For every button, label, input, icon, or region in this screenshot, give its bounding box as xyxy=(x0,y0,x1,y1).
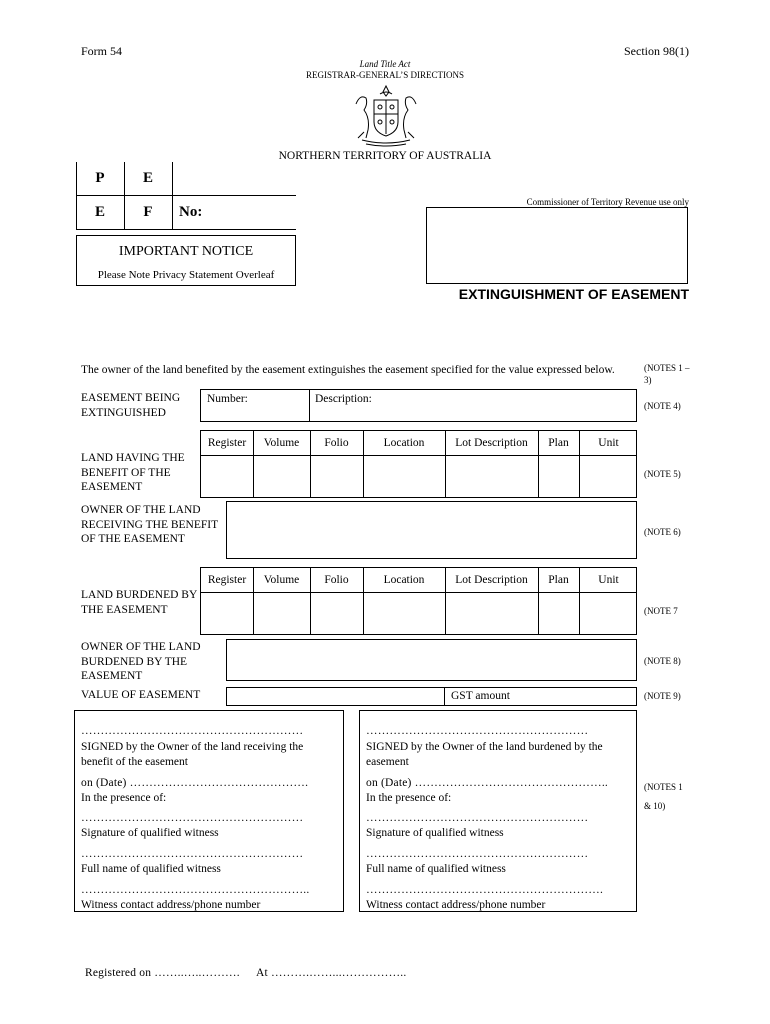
form-title: EXTINGUISHMENT OF EASEMENT xyxy=(458,286,689,302)
signature-line[interactable]: ………………………………………………… xyxy=(81,725,304,737)
coat-of-arms-icon xyxy=(344,82,428,148)
witness-signature-label: Signature of qualified witness xyxy=(81,827,219,839)
owner-receiving-label: OWNER OF THE LAND RECEIVING THE BENEFIT OF THE EASEMENT xyxy=(81,504,218,545)
header-unit: Unit xyxy=(598,574,619,586)
easement-box[interactable] xyxy=(200,389,637,422)
presence-text: In the presence of: xyxy=(81,792,167,804)
witness-name-label: Full name of qualified witness xyxy=(81,863,221,875)
registered-on-line[interactable]: Registered on ……..…..………. xyxy=(85,967,240,979)
header-plan: Plan xyxy=(548,574,569,586)
header-volume: Volume xyxy=(263,574,300,586)
gst-amount-label: GST amount xyxy=(451,690,510,702)
witness-address-line[interactable]: ……………………………………………………. xyxy=(366,884,604,896)
registered-at-line[interactable]: At ……….……...…………….. xyxy=(256,967,407,979)
land-benefit-note: (NOTE 5) xyxy=(644,469,681,479)
easement-description-label: Description: xyxy=(315,393,372,405)
intro-note: (NOTES 1 – 3) xyxy=(644,363,690,385)
witness-address-label: Witness contact address/phone number xyxy=(81,899,261,911)
easement-number-label: Number: xyxy=(207,393,248,405)
header-lot-description: Lot Description xyxy=(455,437,528,449)
revenue-label: Commissioner of Territory Revenue use only xyxy=(526,197,689,207)
header-folio: Folio xyxy=(324,437,349,449)
signing-note-b: & 10) xyxy=(644,801,666,811)
signing-box-right xyxy=(359,710,637,912)
header-plan: Plan xyxy=(548,437,569,449)
section-reference: Section 98(1) xyxy=(624,44,689,58)
witness-name-line[interactable]: ………………………………………………… xyxy=(366,848,589,860)
signing-note-a: (NOTES 1 xyxy=(644,782,683,792)
value-note: (NOTE 9) xyxy=(644,691,681,701)
owner-receiving-note: (NOTE 6) xyxy=(644,527,681,537)
header-lot-description: Lot Description xyxy=(455,574,528,586)
witness-address-line[interactable]: ………………………………………………….. xyxy=(81,884,310,896)
office-f: F xyxy=(143,204,153,220)
witness-signature-line[interactable]: ………………………………………………… xyxy=(366,812,589,824)
signing-box-left xyxy=(74,710,344,912)
office-no: No: xyxy=(179,204,203,220)
revenue-box xyxy=(426,207,688,284)
land-burdened-table[interactable] xyxy=(200,567,637,635)
notice-title: IMPORTANT NOTICE xyxy=(118,244,254,259)
directions-title: REGISTRAR-GENERAL’S DIRECTIONS xyxy=(306,70,464,80)
owner-burdened-box[interactable] xyxy=(226,639,637,681)
value-box[interactable] xyxy=(226,687,637,706)
header-folio: Folio xyxy=(324,574,349,586)
owner-burdened-label: OWNER OF THE LAND BURDENED BY THE EASEMENT xyxy=(81,641,201,682)
owner-receiving-box[interactable] xyxy=(226,501,637,559)
office-p: P xyxy=(95,170,105,186)
important-notice-box xyxy=(76,235,296,286)
form-number: Form 54 xyxy=(81,44,123,58)
easement-note: (NOTE 4) xyxy=(644,401,681,411)
witness-signature-line[interactable]: ………………………………………………… xyxy=(81,812,304,824)
land-burdened-label: LAND BURDENED BY THE EASEMENT xyxy=(81,589,197,616)
header-volume: Volume xyxy=(263,437,300,449)
easement-label: EASEMENT BEING EXTINGUISHED xyxy=(81,392,181,419)
signed-receiving-text: SIGNED by the Owner of the land receiving the benefit of the easement xyxy=(81,741,304,768)
date-line[interactable]: on (Date) ………………………………………….. xyxy=(366,777,608,789)
office-e2: E xyxy=(94,204,105,220)
land-benefit-label: LAND HAVING THE BENEFIT OF THE EASEMENT xyxy=(81,452,185,493)
intro-text: The owner of the land benefited by the easement extinguishes the easement specified for the value expressed below. xyxy=(81,364,615,376)
land-burdened-note: (NOTE 7 xyxy=(644,606,678,616)
header-location: Location xyxy=(383,574,425,586)
header-unit: Unit xyxy=(598,437,619,449)
header-location: Location xyxy=(383,437,425,449)
notice-text: Please Note Privacy Statement Overleaf xyxy=(97,269,275,281)
header-register: Register xyxy=(207,437,247,449)
witness-name-line[interactable]: ………………………………………………… xyxy=(81,848,304,860)
value-label: VALUE OF EASEMENT xyxy=(81,689,201,701)
office-e1: E xyxy=(142,170,153,186)
date-line[interactable]: on (Date) ………………………………………. xyxy=(81,777,309,789)
signed-burdened-text: SIGNED by the Owner of the land burdened by the easement xyxy=(366,741,603,768)
owner-burdened-note: (NOTE 8) xyxy=(644,656,681,666)
witness-signature-label: Signature of qualified witness xyxy=(366,827,504,839)
territory-title: NORTHERN TERRITORY OF AUSTRALIA xyxy=(278,150,492,162)
presence-text: In the presence of: xyxy=(366,792,452,804)
witness-address-label: Witness contact address/phone number xyxy=(366,899,546,911)
header-register: Register xyxy=(207,574,247,586)
act-title: Land Title Act xyxy=(359,59,411,69)
witness-name-label: Full name of qualified witness xyxy=(366,863,506,875)
office-use-box xyxy=(76,162,296,230)
land-benefit-table[interactable] xyxy=(200,430,637,498)
signature-line[interactable]: ………………………………………………… xyxy=(366,725,589,737)
